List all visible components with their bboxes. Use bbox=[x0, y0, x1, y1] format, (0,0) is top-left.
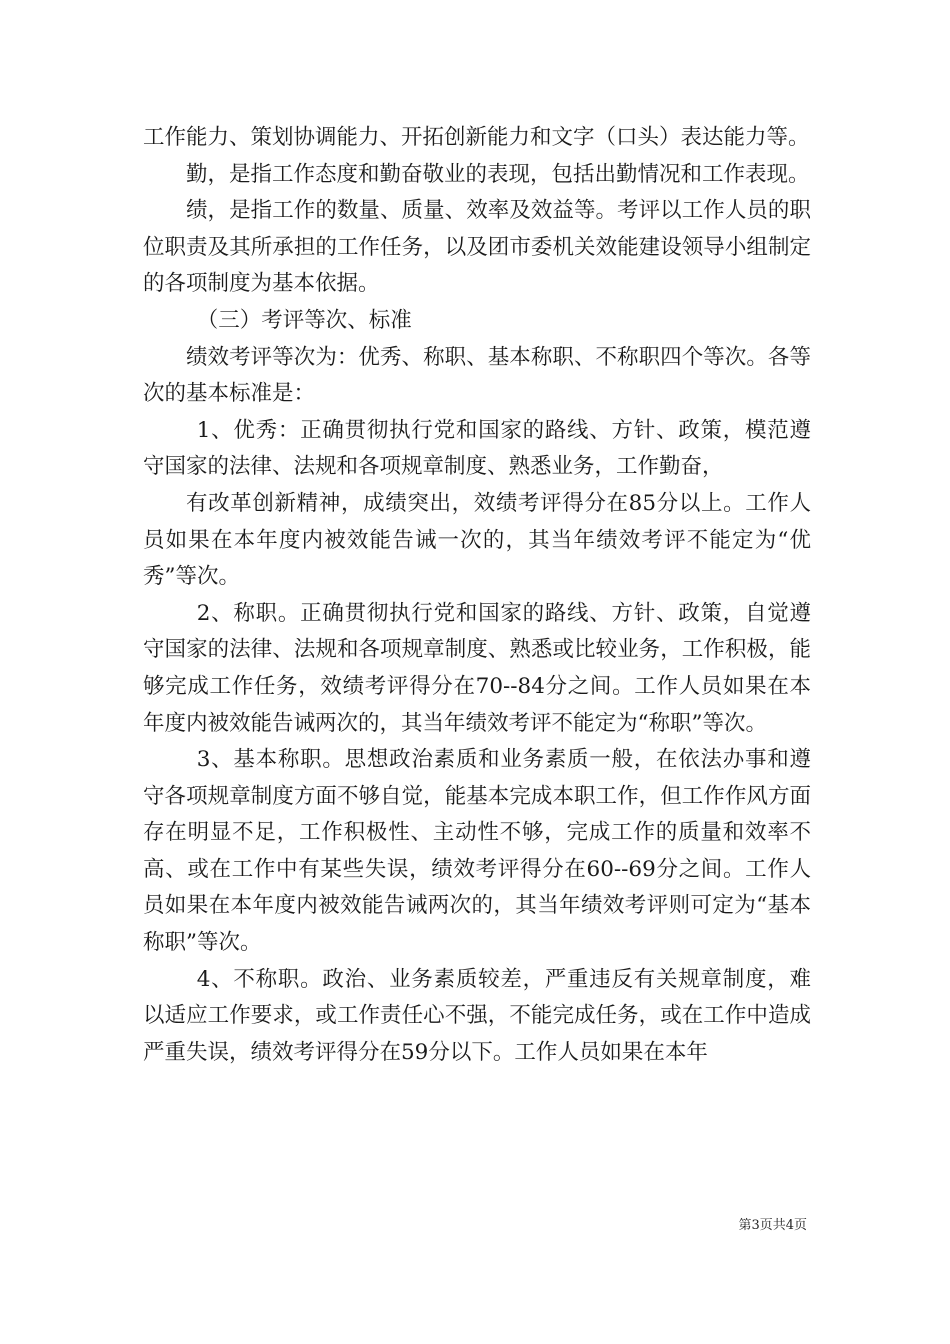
paragraph-abilities-continued: 工作能力、策划协调能力、开拓创新能力和文字（口头）表达能力等。 bbox=[143, 125, 810, 150]
paragraph-grade-excellent: 1、优秀：正确贯彻执行党和国家的路线、方针、政策，模范遵守国家的法律、法规和各项规章制度、熟悉业务，工作勤奋， bbox=[143, 417, 811, 480]
paragraph-performance: 绩，是指工作的数量、质量、效率及效益等。考评以工作人员的职位职责及其所承担的工作任务，以及团市委机关效能建设领导小组制定的各项制度为基本依据。 bbox=[143, 198, 811, 297]
paragraph-diligence: 勤，是指工作态度和勤奋敬业的表现，包括出勤情况和工作表现。 bbox=[186, 161, 810, 187]
paragraph-grade-excellent-continued: 有改革创新精神，成绩突出，效绩考评得分在85分以上。工作人员如果在本年度内被效能告诫一次的，其当年绩效考评不能定为“优秀”等次。 bbox=[143, 490, 811, 590]
page-number-footer: 第3页共4页 bbox=[738, 1218, 807, 1233]
paragraph-grade-basically-competent: 3、基本称职。思想政治素质和业务素质一般，在依法办事和遵守各项规章制度方面不够自觉，能基本完成本职工作，但工作作风方面存在明显不足，工作积极性、主动性不够，完成工作的质量和效率不高、或在工作中有某些失误，绩效考评得分在60--69分之间。工作人员如果在本年度内被效能告诫两次的，其当年绩效考评则可定为“基本称职”等次。 bbox=[143, 747, 811, 956]
document-body bbox=[143, 120, 811, 1071]
paragraph-grade-levels: 绩效考评等次为：优秀、称职、基本称职、不称职四个等次。各等次的基本标准是： bbox=[143, 344, 811, 407]
paragraph-grade-competent: 2、称职。正确贯彻执行党和国家的路线、方针、政策，自觉遵守国家的法律、法规和各项规章制度、熟悉或比较业务，工作积极，能够完成工作任务，效绩考评得分在70--84分之间。工作人员如果在本年度内被效能告诫两次的，其当年绩效考评不能定为“称职”等次。 bbox=[143, 600, 811, 736]
section-heading-grades-standards: （三）考评等次、标准 bbox=[196, 307, 412, 333]
paragraph-grade-incompetent: 4、不称职。政治、业务素质较差，严重违反有关规章制度，难以适应工作要求，或工作责任心不强，不能完成任务，或在工作中造成严重失误，绩效考评得分在59分以下。工作人员如果在本年 bbox=[143, 966, 811, 1065]
